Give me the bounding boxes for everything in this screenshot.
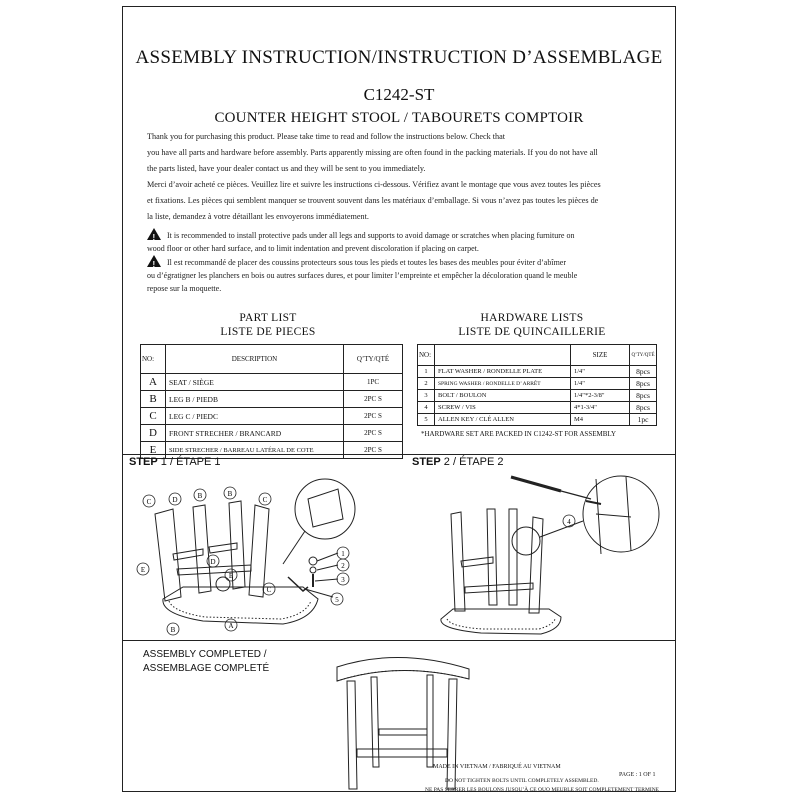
table-row [418, 378, 657, 390]
instruction-sheet [122, 6, 676, 792]
leg-front-right [447, 679, 457, 789]
part-no: E [141, 442, 166, 459]
table-row [141, 391, 403, 408]
hw-description: SPRING WASHER / RONDELLE D’ ARRÊT [435, 378, 571, 390]
hw-qty: 8pcs [630, 378, 657, 390]
spring-washer [310, 567, 316, 573]
hw-qty: 1pc [630, 414, 657, 426]
seat-outline [441, 609, 561, 634]
warning-french-line: Il est recommandé de placer des coussins protecteurs sous tous les pieds et toutes les bases des meubles pour éviter d’abîmer [167, 258, 566, 267]
label-b: B [197, 492, 203, 500]
part-list-title [143, 311, 393, 339]
hardware-list-title-fr: LISTE DE QUINCAILLERIE [458, 326, 606, 338]
leader-line [540, 521, 583, 537]
part-no: C [141, 408, 166, 425]
hardware-list-title-en: HARDWARE LISTS [480, 312, 584, 324]
leg-back-left [371, 677, 379, 767]
screwdriver-handle [511, 477, 561, 491]
seat-nailheads [169, 601, 311, 619]
warning-english-line: It is recommended to install protective pads under all legs and supports to avoid damage or scratches when placing furniture on [167, 231, 575, 240]
part-qty: 2PC S [344, 408, 403, 425]
detail-circle [583, 476, 659, 552]
table-header-row [418, 345, 657, 366]
made-in-label: MADE IN VIETNAM / FABRIQUÉ AU VIETNAM [433, 764, 561, 770]
part-list-title-fr: LISTE DE PIECES [220, 326, 316, 338]
warning-french-line: ou d’égratigner les planchers en bois ou autres surfaces dures, et pour limiter l’empreinte et empêcher la décoloration quand le meuble [147, 271, 578, 280]
table-row [141, 408, 403, 425]
label-c: C [266, 586, 272, 594]
allen-key [288, 577, 308, 591]
completed-line-fr: ASSEMBLAGE COMPLETÉ [143, 663, 270, 674]
header-size: SIZE [571, 345, 630, 366]
tighten-note-en: DO NOT TIGHTEN BOLTS UNTIL COMPLETELY ASSEMBLED. [445, 778, 599, 784]
header-description: DESCRIPTION [166, 345, 344, 374]
product-subtitle: COUNTER HEIGHT STOOL / TABOURETS COMPTOIR [214, 110, 584, 126]
hw-qty: 8pcs [630, 366, 657, 378]
part-description: FRONT STRECHER / BRANCARD [166, 425, 344, 442]
header-qty: Q’TY/QTÉ [630, 345, 657, 366]
leg-left [155, 509, 181, 601]
label-c: C [262, 496, 268, 504]
table-header-row [141, 345, 403, 374]
part-qty: 2PC S [344, 442, 403, 459]
leg-back-right [427, 675, 433, 767]
intro-french [147, 177, 662, 225]
label-e: E [140, 566, 146, 574]
label-5: 5 [335, 596, 339, 604]
part-qty: 1PC [344, 374, 403, 391]
label-1: 1 [341, 550, 345, 558]
hardware-note: *HARDWARE SET ARE PACKED IN C1242-ST FOR ASSEMBLY [421, 430, 617, 438]
hw-description: BOLT / BOULON [435, 390, 571, 402]
part-description: LEG B / PIEDB [166, 391, 344, 408]
label-a: A [228, 622, 234, 630]
step-2-heading [412, 456, 504, 468]
part-description: SEAT / SIÈGE [166, 374, 344, 391]
header-no: NO: [141, 345, 166, 374]
tighten-note-fr: NE PAS SERRER LES BOULONS JUSQU’À CE QUO MEUBLE SOIT COMPLETEMENT TERMINE [425, 787, 660, 792]
header-description [435, 345, 571, 366]
table-row [418, 414, 657, 426]
part-list-title-en: PART LIST [239, 312, 297, 324]
label-3: 3 [341, 576, 345, 584]
detail-bracket [308, 489, 343, 527]
leader-line [283, 531, 305, 564]
stretcher [177, 565, 251, 575]
seat-top [337, 657, 469, 681]
hw-size: 4*1-3/4" [571, 402, 630, 414]
hw-no: 2 [418, 378, 435, 390]
step-1-label: 1 / ÉTAPE 1 [157, 456, 221, 468]
hw-description: FLAT WASHER / RONDELLE PLATE [435, 366, 571, 378]
page-number: PAGE : 1 OF 1 [619, 772, 656, 778]
assembly-completed-heading [143, 648, 269, 676]
table-row [418, 366, 657, 378]
step-2-label: 2 / ÉTAPE 2 [440, 456, 504, 468]
hw-no: 5 [418, 414, 435, 426]
hardware-list-table [417, 344, 657, 426]
part-list-table [140, 344, 403, 459]
hw-no: 3 [418, 390, 435, 402]
page-title: ASSEMBLY INSTRUCTION/INSTRUCTION D’ASSEMBLAGE [135, 47, 663, 68]
divider [123, 454, 675, 455]
intro-french-line: et fixations. Les pièces qui semblent manquer se trouvent souvent dans les matériaux d’emballage. Si vous n’avez pas toutes les pièces de [147, 196, 599, 205]
label-b: B [170, 626, 176, 634]
screwdriver-shaft [561, 491, 591, 499]
intro-english-line: Thank you for purchasing this product. Please take time to read and follow the instructions below. Check that [147, 132, 506, 141]
warning-french [147, 255, 676, 295]
label-4: 4 [567, 518, 571, 526]
step-1-heading [129, 456, 221, 468]
screw [586, 501, 601, 504]
table-row [141, 374, 403, 391]
intro-french-line: Merci d’avoir acheté ce pièces. Veuillez lire et suivre les instructions ci-dessous. Vérifiez avant le montage que vous avez toutes les pièces [147, 180, 601, 189]
detail-joint [596, 477, 631, 554]
header-qty: Q’TY/QTÉ [344, 345, 403, 374]
label-d: D [172, 496, 178, 504]
warning-icon: ! [147, 255, 161, 267]
part-description: SIDE STRECHER / BARREAU LATÉRAL DE COTE [166, 442, 344, 459]
detail-circle [295, 479, 355, 539]
step-2-word: STEP [412, 456, 441, 468]
detail-circle-small [512, 527, 540, 555]
back-stretcher [379, 729, 427, 735]
step-1-word: STEP [129, 456, 158, 468]
warning-english-line: wood floor or other hard surface, and to limit indentation and prevent discoloration if placing on carpet. [147, 244, 479, 253]
label-c: C [146, 498, 152, 506]
washer [309, 557, 317, 565]
intro-english-line: the parts listed, have your dealer contact us and they will be sent to you immediately. [147, 164, 426, 173]
intro-english-line: you have all parts and hardware before assembly. Parts apparently missing are often found in the packing materials. If you do not have all [147, 148, 598, 157]
step-2-diagram [421, 469, 671, 639]
warning-english [147, 228, 676, 255]
model-number: C1242-ST [363, 85, 435, 104]
stretcher [209, 543, 237, 553]
part-no: D [141, 425, 166, 442]
part-description: LEG C / PIEDC [166, 408, 344, 425]
seat-outline [163, 587, 318, 624]
intro-french-line: la liste, demandez à votre détaillant les envoyerons immédiatement. [147, 212, 369, 221]
completed-line-en: ASSEMBLY COMPLETED / [143, 649, 267, 660]
step-1-diagram [133, 469, 403, 639]
table-row [418, 390, 657, 402]
divider [123, 640, 675, 641]
intro-english [147, 129, 662, 177]
warning-icon: ! [147, 228, 161, 240]
hw-qty: 8pcs [630, 390, 657, 402]
hw-no: 4 [418, 402, 435, 414]
label-b: B [227, 490, 233, 498]
leg-right [249, 505, 269, 597]
part-qty: 2PC S [344, 425, 403, 442]
hw-description: SCREW / VIS [435, 402, 571, 414]
label-d: D [210, 558, 216, 566]
hw-size: 1/4"*2-3/8" [571, 390, 630, 402]
seat-nailheads [447, 619, 555, 629]
hw-size: M4 [571, 414, 630, 426]
header-no: NO: [418, 345, 435, 366]
table-row [141, 425, 403, 442]
hw-description: ALLEN KEY / CLÉ ALLEN [435, 414, 571, 426]
label-e: E [228, 572, 234, 580]
hardware-list-title [407, 311, 657, 339]
part-no: B [141, 391, 166, 408]
label-2: 2 [341, 562, 345, 570]
leg-front-left [347, 681, 357, 789]
part-no: A [141, 374, 166, 391]
stretcher [465, 583, 533, 593]
warning-french-line: repose sur la moquette. [147, 284, 222, 293]
hw-size: 1/4" [571, 366, 630, 378]
hw-size: 1/4" [571, 378, 630, 390]
hw-no: 1 [418, 366, 435, 378]
hw-qty: 8pcs [630, 402, 657, 414]
completed-stool-illustration [319, 649, 479, 792]
table-row [418, 402, 657, 414]
part-qty: 2PC S [344, 391, 403, 408]
leg [451, 512, 465, 611]
